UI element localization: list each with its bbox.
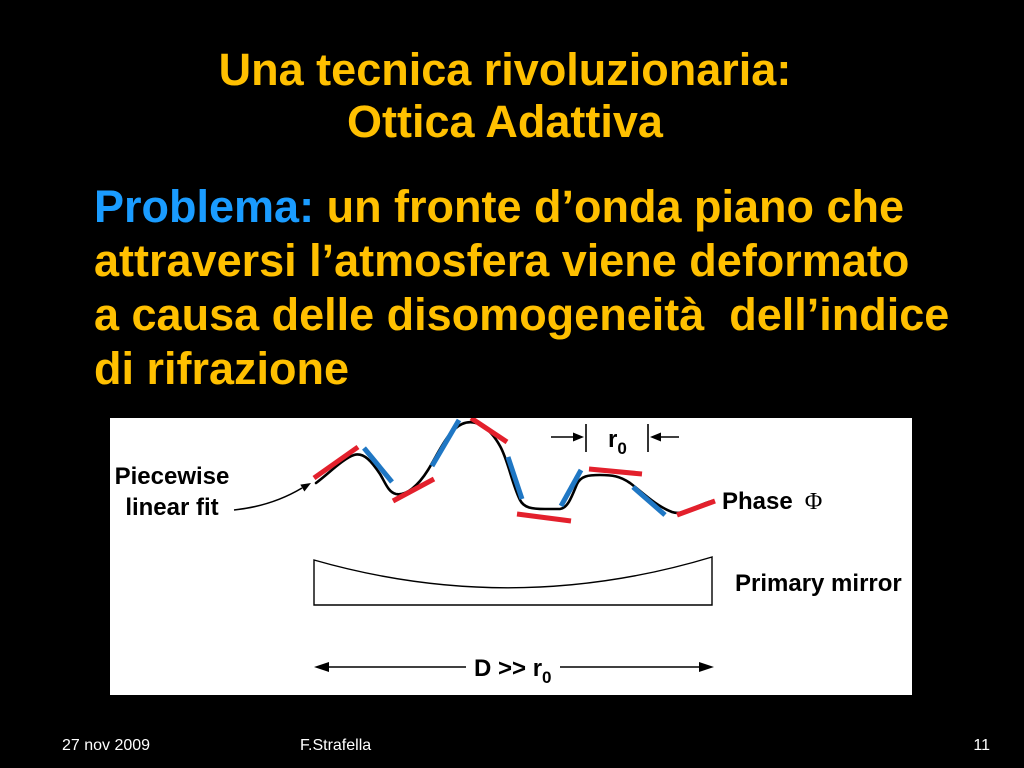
title-line-2: Ottica Adattiva: [347, 96, 663, 147]
fit-segment-red: [314, 447, 358, 478]
fit-label-line-1: Piecewise: [114, 463, 230, 490]
footer-page-number: 11: [973, 737, 990, 754]
problem-label: Problema:: [94, 181, 315, 232]
fit-segment-blue: [633, 487, 665, 515]
title-line-1: Una tecnica rivoluzionaria:: [218, 44, 792, 95]
fit-segment-blue: [508, 457, 522, 499]
primary-mirror-shape: [314, 557, 712, 605]
fit-segment-red: [677, 501, 715, 515]
aperture-subscript: 0: [542, 668, 552, 687]
slide-title: [0, 44, 1010, 148]
body-line-1: [94, 180, 949, 234]
aperture-label: [474, 655, 552, 687]
fit-segment-blue: [364, 448, 392, 482]
phase-label-text: Phase: [722, 488, 793, 515]
phase-label: [722, 488, 822, 515]
aperture-symbol: D >> r: [474, 655, 543, 682]
fit-label-line-2: linear fit: [125, 494, 219, 521]
fit-segment-red: [393, 479, 434, 501]
r0-arrowhead-left: [573, 433, 584, 442]
diagram-canvas: [110, 418, 912, 695]
fit-segment-red: [471, 418, 507, 442]
body-line-2: attraversi l’atmosfera viene deformato: [94, 235, 910, 286]
problem-statement: [94, 180, 949, 396]
r0-arrowhead-right: [650, 433, 661, 442]
fit-segment-red: [517, 514, 571, 521]
fit-segment-blue: [432, 420, 459, 466]
fit-pointer-arrow-line: [234, 488, 302, 510]
fit-pointer-arrowhead: [300, 483, 311, 492]
footer-date: 27 nov 2009: [62, 737, 151, 754]
phase-symbol: Φ: [804, 489, 823, 515]
aperture-arrowhead-right: [699, 662, 714, 672]
body-line-1-text: un fronte d’onda piano che: [326, 181, 905, 232]
body-line-4: di rifrazione: [94, 343, 350, 394]
primary-mirror-label: Primary mirror: [735, 570, 902, 597]
body-line-3: a causa delle disomogeneità dell’indice: [94, 289, 950, 340]
adaptive-optics-diagram: [110, 418, 912, 695]
r0-symbol: r: [608, 426, 618, 453]
r0-label: [608, 426, 627, 458]
footer-author: F.Strafella: [300, 737, 372, 754]
fit-segment-red: [589, 469, 642, 474]
r0-subscript: 0: [617, 439, 627, 458]
aperture-arrowhead-left: [314, 662, 329, 672]
